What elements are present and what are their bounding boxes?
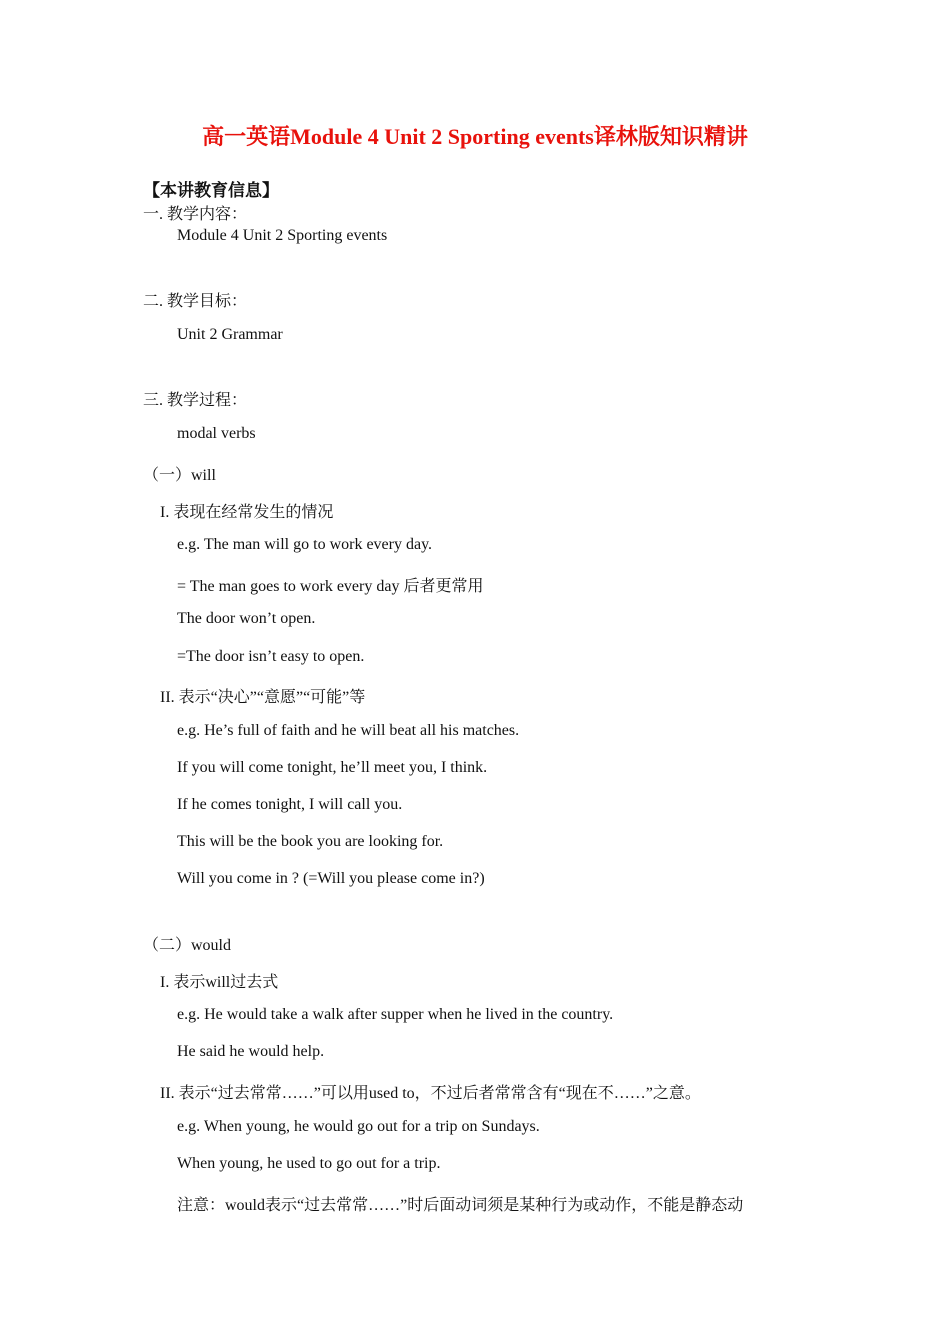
section-header: 【本讲教育信息】 [143, 181, 279, 200]
would-point-1-line: He said he would help. [177, 1043, 325, 1060]
will-point-1-line: =The door isn’t easy to open. [177, 648, 365, 665]
goal-text: Unit 2 Grammar [177, 326, 283, 343]
would-point-1-line: e.g. He would take a walk after supper when he lived in the country. [177, 1006, 614, 1023]
goal-heading: 二. 教学目标： [143, 293, 248, 310]
will-point-1-line: = The man goes to work every day 后者更常用 [177, 578, 484, 595]
content-text: Module 4 Unit 2 Sporting events [177, 227, 388, 244]
would-point-1-heading: I. 表示will过去式 [160, 974, 279, 991]
will-heading: （一）will [143, 467, 216, 484]
would-point-2-heading: II. 表示“过去常常……”可以用used to，不过后者常常含有“现在不……”之意。 [160, 1085, 701, 1102]
would-heading: （二）would [143, 937, 232, 954]
would-point-2-line: e.g. When young, he would go out for a trip on Sundays. [177, 1118, 540, 1135]
would-point-2-line: When young, he used to go out for a trip. [177, 1155, 441, 1172]
document-title: 高一英语Module 4 Unit 2 Sporting events译林版知识精讲 [202, 124, 748, 149]
will-point-2-line: e.g. He’s full of faith and he will beat all his matches. [177, 722, 520, 739]
would-point-2-note: 注意：would表示“过去常常……”时后面动词须是某种行为或动作，不能是静态动 [177, 1197, 744, 1214]
will-point-2-line: If you will come tonight, he’ll meet you, I think. [177, 759, 488, 776]
will-point-2-line: Will you come in ? (=Will you please come in?) [177, 870, 485, 887]
process-heading: 三. 教学过程： [143, 392, 248, 409]
process-text: modal verbs [177, 425, 256, 442]
content-heading: 一. 教学内容： [143, 206, 248, 223]
will-point-2-line: If he comes tonight, I will call you. [177, 796, 403, 813]
will-point-1-line: e.g. The man will go to work every day. [177, 536, 433, 553]
will-point-1-heading: I. 表现在经常发生的情况 [160, 504, 334, 521]
will-point-2-heading: II. 表示“决心”“意愿”“可能”等 [160, 689, 366, 706]
will-point-1-line: The door won’t open. [177, 610, 316, 627]
will-point-2-line: This will be the book you are looking for. [177, 833, 444, 850]
